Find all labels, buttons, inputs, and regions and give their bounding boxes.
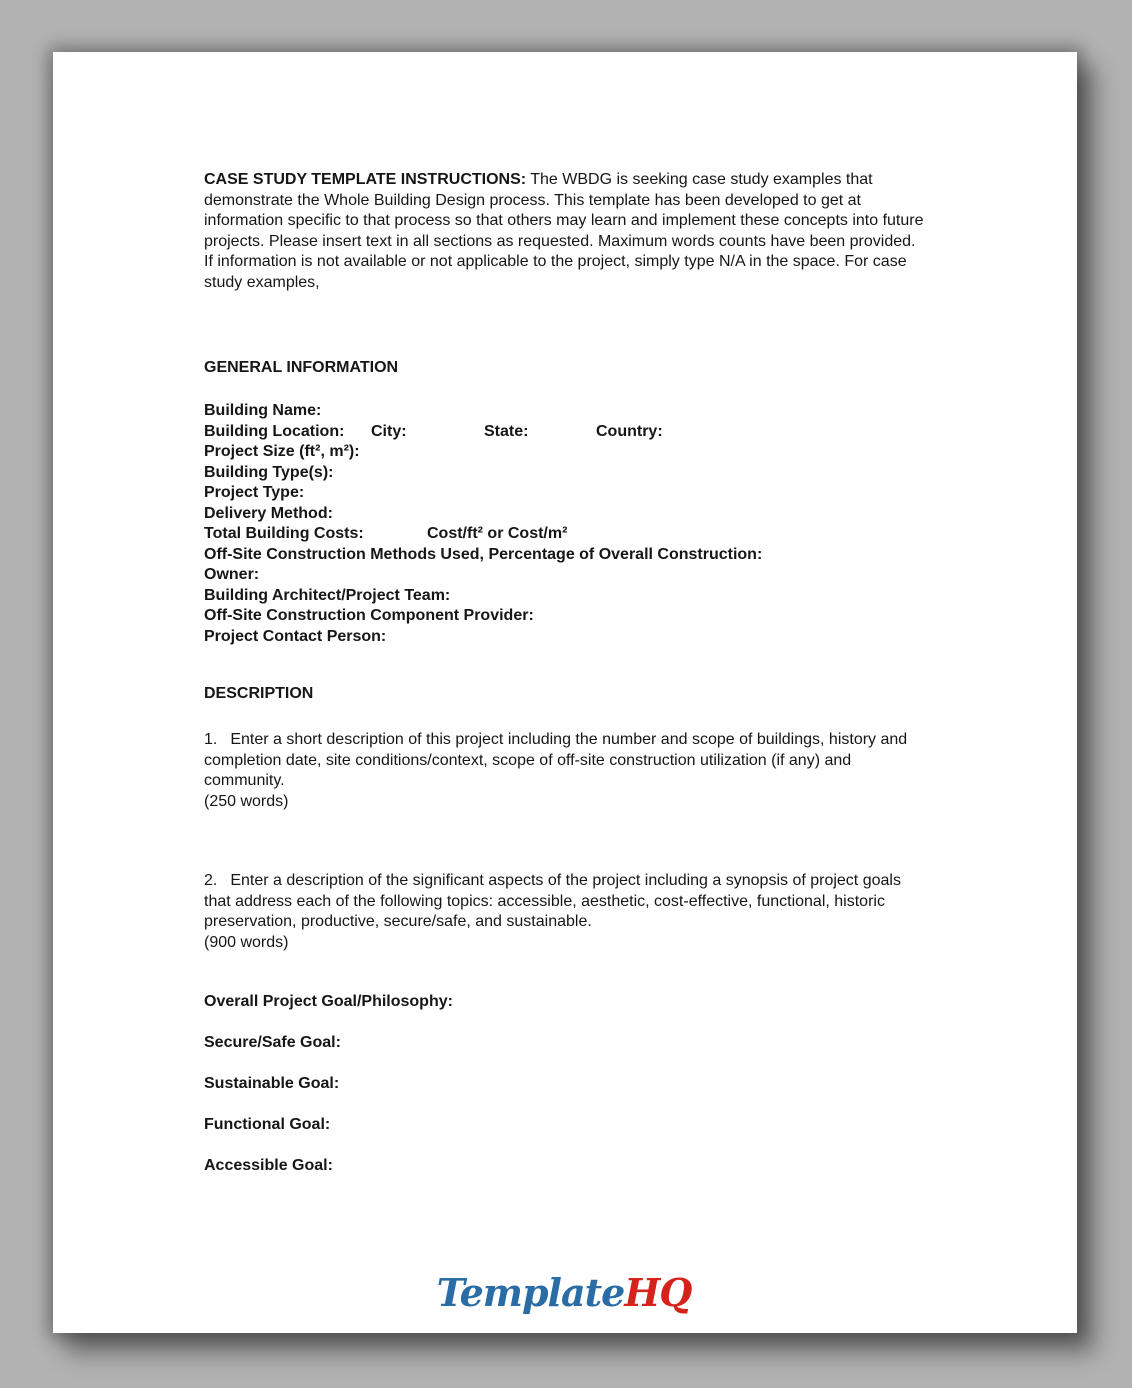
field-project-type bbox=[204, 483, 924, 504]
item-2-word-limit: (900 words) bbox=[204, 933, 289, 951]
field-owner bbox=[204, 565, 924, 586]
field-cost-unit-hint: Cost/ft² or Cost/m² bbox=[427, 525, 568, 542]
item-number: 2. bbox=[204, 872, 218, 889]
field-label-state: State: bbox=[484, 422, 529, 440]
project-goals bbox=[204, 992, 924, 1177]
logo-text-hq: HQ bbox=[624, 1269, 692, 1315]
item-number: 1. bbox=[204, 731, 218, 748]
goal-overall-philosophy: Overall Project Goal/Philosophy: bbox=[204, 993, 453, 1010]
item-1-word-limit: (250 words) bbox=[204, 792, 289, 810]
page-content bbox=[53, 52, 1077, 1333]
field-label: Building Location: bbox=[204, 422, 345, 440]
field-label: Off-Site Construction Component Provider: bbox=[204, 607, 534, 624]
goal-sustainable: Sustainable Goal: bbox=[204, 1075, 340, 1092]
description-heading: DESCRIPTION bbox=[204, 685, 314, 702]
templatehq-logo bbox=[204, 1269, 924, 1315]
field-label: Off-Site Construction Methods Used, Percentage of Overall Construction: bbox=[204, 545, 763, 563]
field-label: Project Size (ft², m²): bbox=[204, 443, 360, 460]
field-label: Building Architect/Project Team: bbox=[204, 586, 451, 604]
intro-text: The WBDG is seeking case study examples that demonstrate the Whole Building Design process. This template has been developed to get at information specific to that process so that others may learn and implement these concepts into future projects. Please insert text in all sections as requested. Maximum words counts have been provided. If information is not available or not applicable to the project, simply type N/A in the space. For case study examples, bbox=[204, 171, 924, 291]
field-label: Project Contact Person: bbox=[204, 627, 387, 645]
field-label: Building Type(s): bbox=[204, 463, 334, 481]
field-offsite-methods bbox=[204, 545, 924, 566]
general-information-fields bbox=[204, 401, 924, 647]
field-label: Delivery Method: bbox=[204, 504, 333, 522]
field-label: Project Type: bbox=[204, 484, 305, 501]
goal-functional: Functional Goal: bbox=[204, 1116, 331, 1133]
field-label: Building Name: bbox=[204, 402, 322, 419]
field-architect-team bbox=[204, 586, 924, 607]
field-label: Owner: bbox=[204, 566, 260, 583]
goal-accessible: Accessible Goal: bbox=[204, 1157, 333, 1174]
field-label: Total Building Costs: bbox=[204, 525, 364, 542]
field-delivery-method bbox=[204, 504, 924, 525]
logo-text-template: Template bbox=[436, 1269, 625, 1315]
intro-inline-heading: CASE STUDY TEMPLATE INSTRUCTIONS: bbox=[204, 171, 527, 188]
general-information-heading: GENERAL INFORMATION bbox=[204, 359, 399, 376]
intro-paragraph bbox=[204, 170, 924, 293]
field-project-size bbox=[204, 442, 924, 463]
field-component-provider bbox=[204, 606, 924, 627]
field-building-type bbox=[204, 463, 924, 484]
field-building-name bbox=[204, 401, 924, 422]
field-building-location bbox=[204, 422, 924, 443]
document-page bbox=[53, 52, 1077, 1333]
field-label-city: City: bbox=[371, 422, 407, 440]
description-item-1 bbox=[204, 730, 924, 792]
field-label-country: Country: bbox=[596, 422, 663, 440]
goal-secure-safe: Secure/Safe Goal: bbox=[204, 1034, 341, 1051]
item-text: Enter a short description of this project including the number and scope of buildings, history and completion date, site conditions/context, scope of off-site construction utilization (if any) and community. bbox=[204, 731, 908, 789]
description-item-2 bbox=[204, 871, 924, 933]
field-contact-person bbox=[204, 627, 924, 648]
field-total-building-costs bbox=[204, 524, 924, 545]
item-text: Enter a description of the significant aspects of the project including a synopsis of project goals that address each of the following topics: accessible, aesthetic, cost-effective, functional, historic preservation, productive, secure/safe, and sustainable. bbox=[204, 872, 901, 930]
